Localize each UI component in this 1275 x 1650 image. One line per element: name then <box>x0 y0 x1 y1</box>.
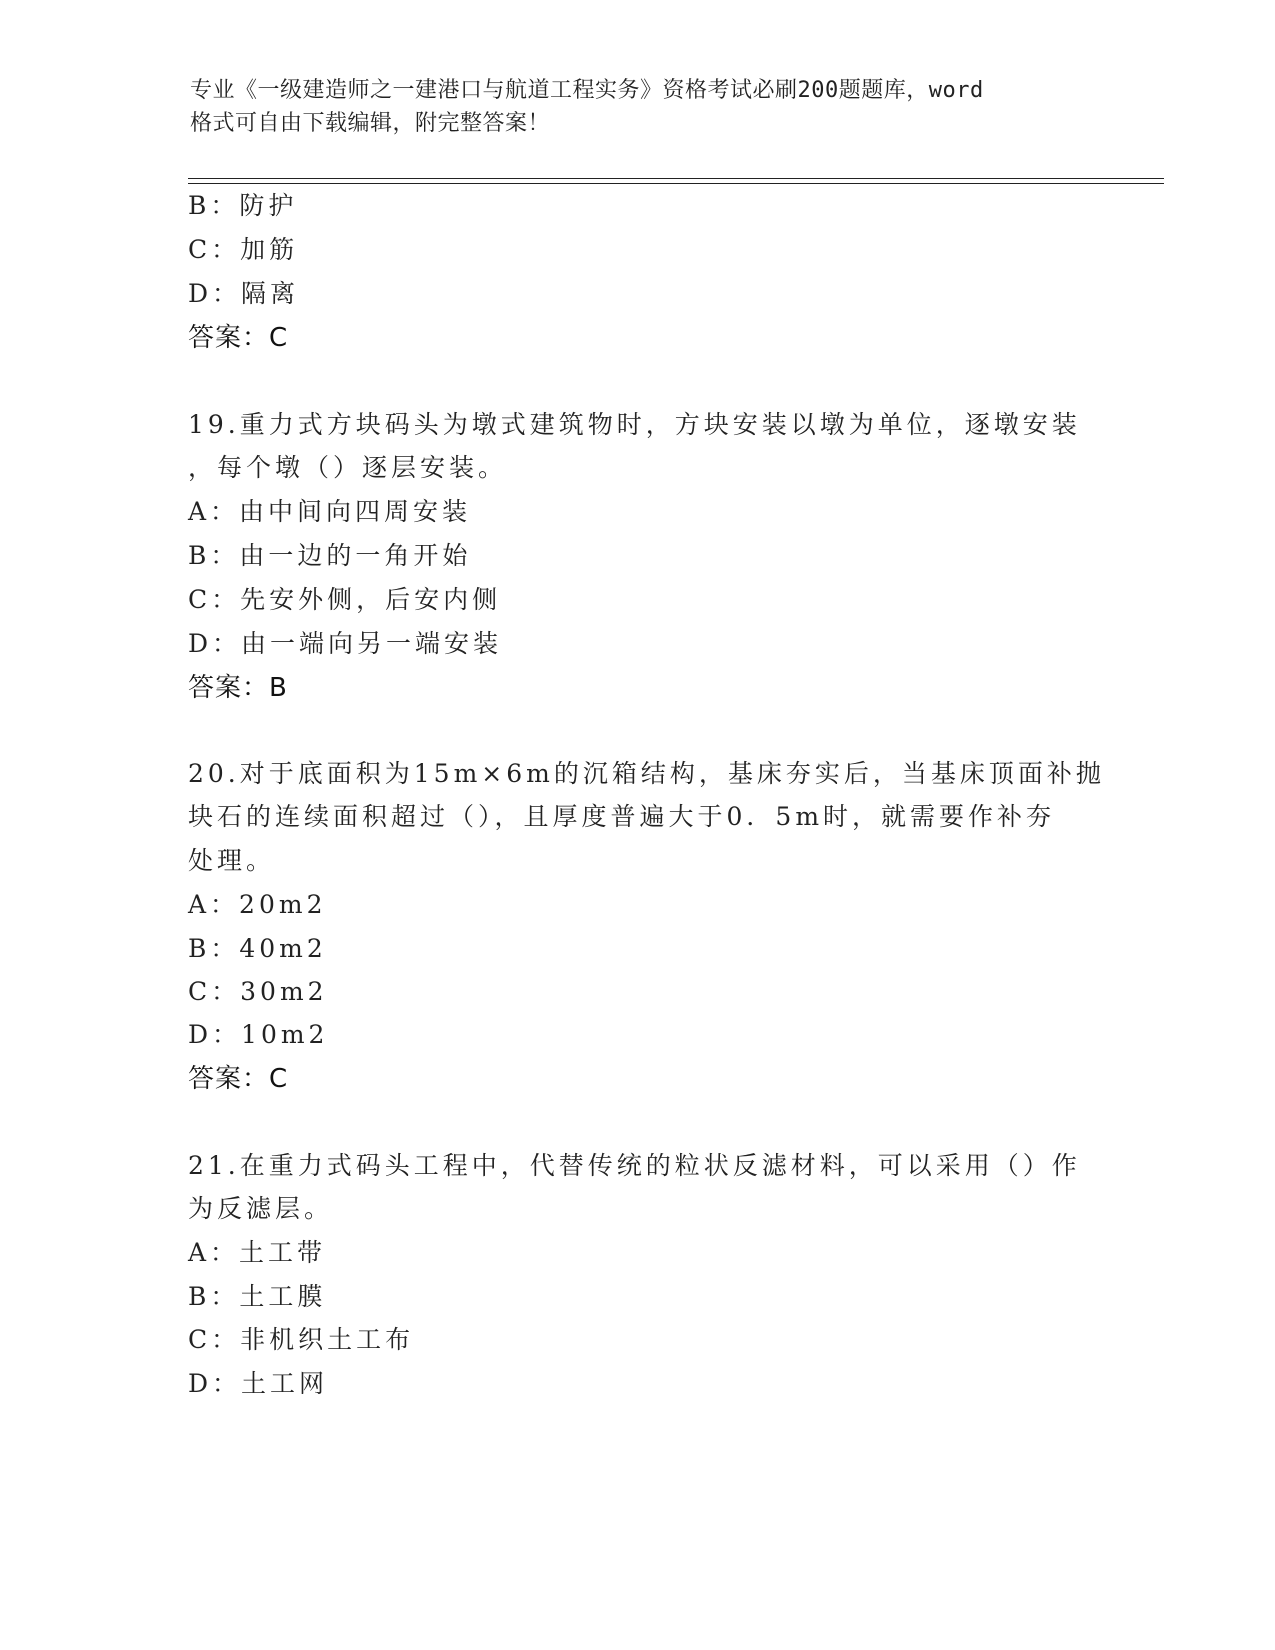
option-b: B：防护 <box>188 191 298 220</box>
answer-line: 答案：C <box>188 323 289 353</box>
answer-line: 答案：C <box>188 1064 289 1094</box>
option-a: A：土工带 <box>188 1238 327 1267</box>
option-d: D：隔离 <box>188 279 300 308</box>
option-c: C：非机织土工布 <box>188 1325 415 1354</box>
document-header <box>190 74 1090 140</box>
option-d: D：土工网 <box>188 1369 329 1398</box>
option-b: B：由一边的一角开始 <box>188 541 472 570</box>
option-a: A：由中间向四周安装 <box>188 497 472 526</box>
option-d: D：10m2 <box>188 1020 329 1049</box>
question-stem-line-2: ，每个墩（）逐层安装。 <box>188 453 508 482</box>
header-title-line-1: 专业《一级建造师之一建港口与航道工程实务》资格考试必刷200题题库，word <box>190 78 984 103</box>
header-title-line-2: 格式可自由下载编辑，附完整答案！ <box>190 111 551 136</box>
option-b: B：土工膜 <box>188 1282 327 1311</box>
option-a: A：20m2 <box>188 890 327 919</box>
option-c: C：加筋 <box>188 235 299 264</box>
option-d: D：由一端向另一端安装 <box>188 629 503 658</box>
question-stem-line-2: 块石的连续面积超过（），且厚度普遍大于0．5m时，就需要作补夯 <box>188 802 1056 831</box>
header-divider-bottom <box>188 183 1164 184</box>
answer-line: 答案：B <box>188 673 288 703</box>
option-c: C：30m2 <box>188 977 328 1006</box>
question-stem-line-1: 20.对于底面积为15m×6m的沉箱结构，基床夯实后，当基床顶面补抛 <box>188 759 1105 788</box>
question-stem-line-1: 21.在重力式码头工程中，代替传统的粒状反滤材料，可以采用（）作 <box>188 1151 1081 1180</box>
option-c: C：先安外侧，后安内侧 <box>188 585 502 614</box>
header-divider-top <box>188 178 1164 179</box>
question-stem-line-2: 为反滤层。 <box>188 1194 334 1223</box>
question-stem-line-1: 19.重力式方块码头为墩式建筑物时，方块安装以墩为单位，逐墩安装 <box>188 410 1081 439</box>
option-b: B：40m2 <box>188 934 327 963</box>
question-stem-line-3: 处理。 <box>188 846 276 875</box>
